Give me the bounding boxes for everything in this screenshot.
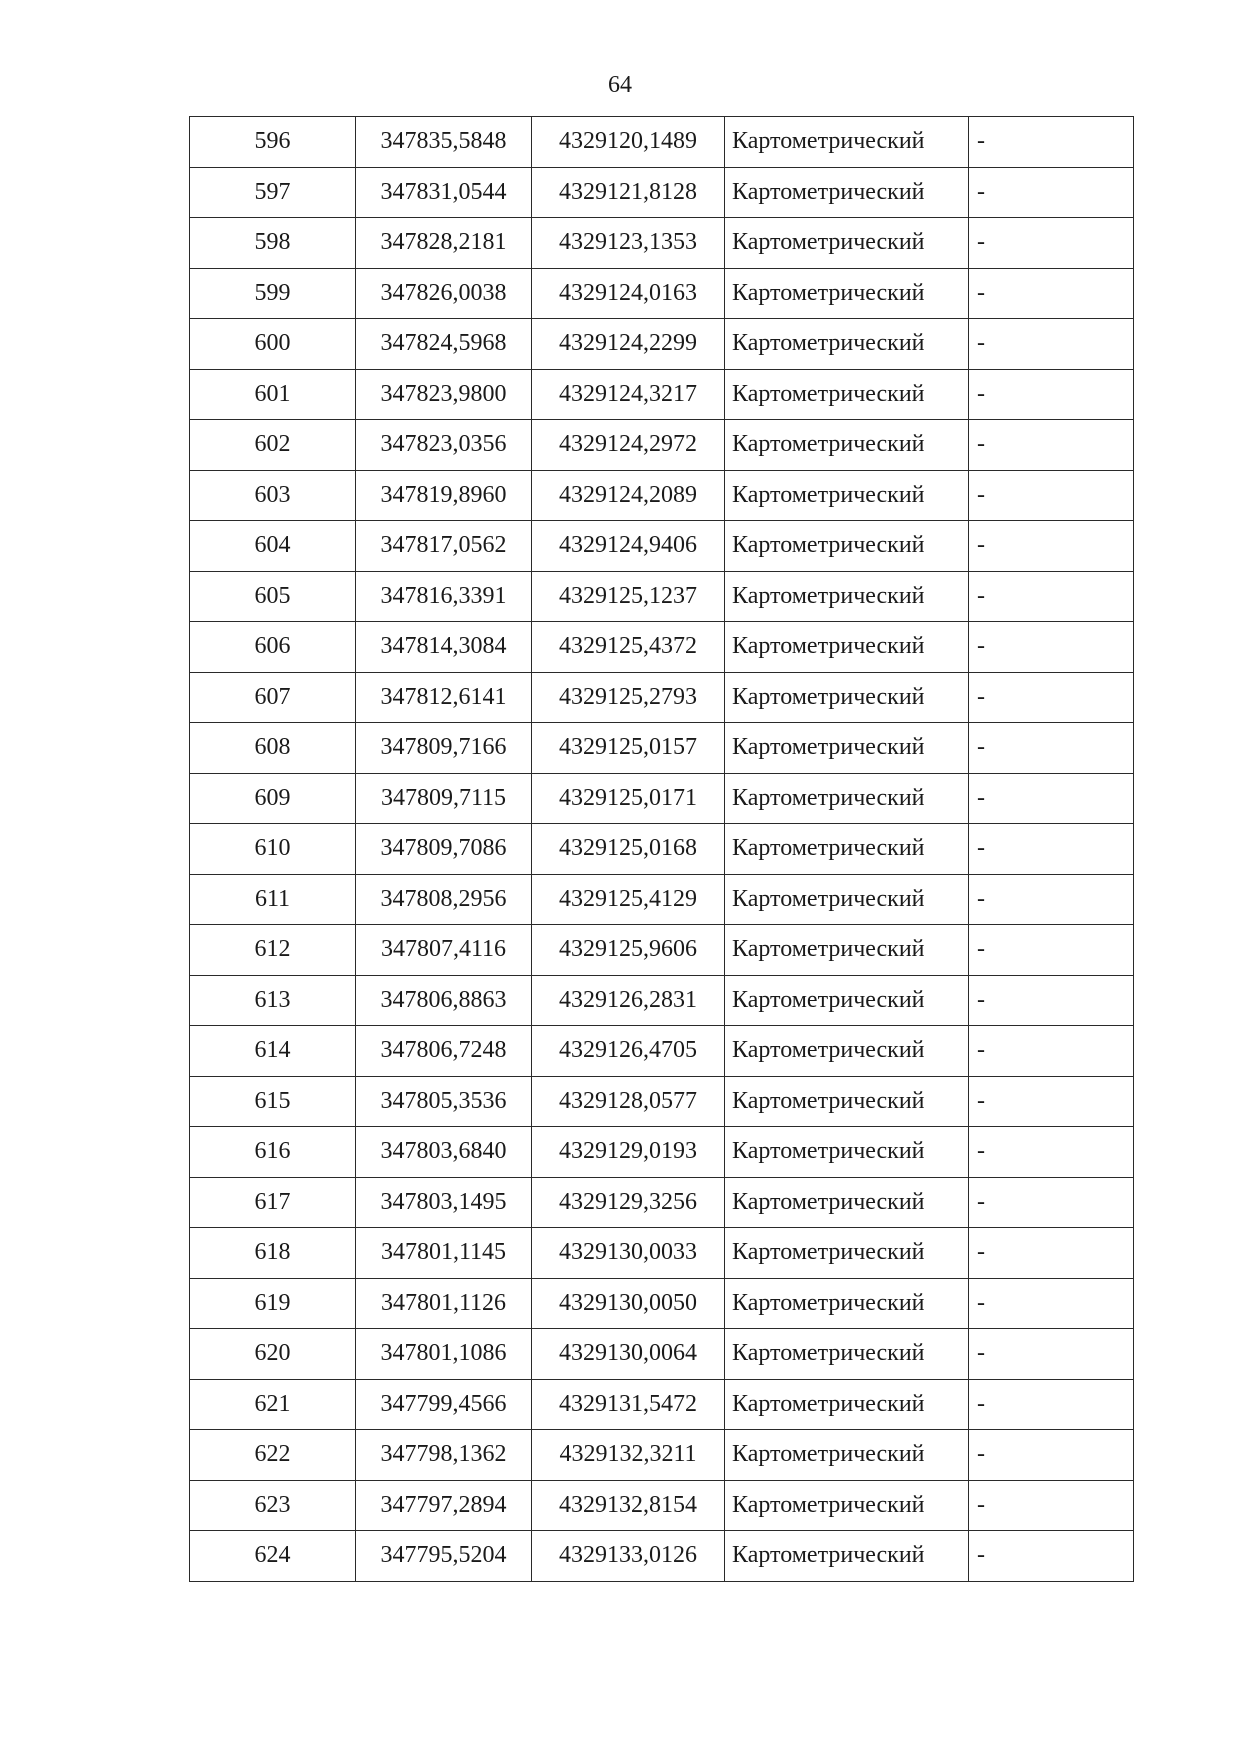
point-number-cell: 614 xyxy=(190,1026,356,1077)
note-cell: - xyxy=(969,521,1134,572)
x-coordinate-cell: 347806,8863 xyxy=(356,975,532,1026)
x-coordinate-cell: 347826,0038 xyxy=(356,268,532,319)
x-coordinate-cell: 347816,3391 xyxy=(356,571,532,622)
x-coordinate-cell: 347817,0562 xyxy=(356,521,532,572)
x-coordinate-cell: 347807,4116 xyxy=(356,925,532,976)
note-cell: - xyxy=(969,723,1134,774)
x-coordinate-cell: 347801,1086 xyxy=(356,1329,532,1380)
table-row xyxy=(190,1228,1134,1279)
method-cell: Картометрический xyxy=(725,1379,969,1430)
note-cell: - xyxy=(969,420,1134,471)
method-cell: Картометрический xyxy=(725,167,969,218)
table-row xyxy=(190,874,1134,925)
method-cell: Картометрический xyxy=(725,1278,969,1329)
x-coordinate-cell: 347797,2894 xyxy=(356,1480,532,1531)
x-coordinate-cell: 347819,8960 xyxy=(356,470,532,521)
point-number-cell: 610 xyxy=(190,824,356,875)
table-row xyxy=(190,117,1134,168)
y-coordinate-cell: 4329125,4129 xyxy=(532,874,725,925)
method-cell: Картометрический xyxy=(725,268,969,319)
x-coordinate-cell: 347808,2956 xyxy=(356,874,532,925)
x-coordinate-cell: 347828,2181 xyxy=(356,218,532,269)
x-coordinate-cell: 347831,0544 xyxy=(356,167,532,218)
note-cell: - xyxy=(969,1228,1134,1279)
y-coordinate-cell: 4329130,0033 xyxy=(532,1228,725,1279)
table-row xyxy=(190,1379,1134,1430)
method-cell: Картометрический xyxy=(725,672,969,723)
x-coordinate-cell: 347814,3084 xyxy=(356,622,532,673)
y-coordinate-cell: 4329124,2972 xyxy=(532,420,725,471)
table-row xyxy=(190,167,1134,218)
point-number-cell: 597 xyxy=(190,167,356,218)
note-cell: - xyxy=(969,1026,1134,1077)
y-coordinate-cell: 4329125,0171 xyxy=(532,773,725,824)
note-cell: - xyxy=(969,1379,1134,1430)
method-cell: Картометрический xyxy=(725,1329,969,1380)
table-body xyxy=(190,117,1134,1582)
x-coordinate-cell: 347803,1495 xyxy=(356,1177,532,1228)
table-row xyxy=(190,1329,1134,1380)
table-row xyxy=(190,521,1134,572)
point-number-cell: 611 xyxy=(190,874,356,925)
x-coordinate-cell: 347809,7166 xyxy=(356,723,532,774)
x-coordinate-cell: 347809,7115 xyxy=(356,773,532,824)
method-cell: Картометрический xyxy=(725,369,969,420)
y-coordinate-cell: 4329124,2089 xyxy=(532,470,725,521)
x-coordinate-cell: 347795,5204 xyxy=(356,1531,532,1582)
table-row xyxy=(190,925,1134,976)
method-cell: Картометрический xyxy=(725,218,969,269)
y-coordinate-cell: 4329124,9406 xyxy=(532,521,725,572)
table-row xyxy=(190,1026,1134,1077)
table-row xyxy=(190,268,1134,319)
y-coordinate-cell: 4329129,3256 xyxy=(532,1177,725,1228)
method-cell: Картометрический xyxy=(725,874,969,925)
y-coordinate-cell: 4329129,0193 xyxy=(532,1127,725,1178)
table-row xyxy=(190,571,1134,622)
table-row xyxy=(190,1531,1134,1582)
table-row xyxy=(190,319,1134,370)
method-cell: Картометрический xyxy=(725,117,969,168)
table-row xyxy=(190,369,1134,420)
table-row xyxy=(190,1278,1134,1329)
y-coordinate-cell: 4329124,0163 xyxy=(532,268,725,319)
y-coordinate-cell: 4329124,2299 xyxy=(532,319,725,370)
method-cell: Картометрический xyxy=(725,1480,969,1531)
y-coordinate-cell: 4329123,1353 xyxy=(532,218,725,269)
note-cell: - xyxy=(969,874,1134,925)
y-coordinate-cell: 4329125,1237 xyxy=(532,571,725,622)
y-coordinate-cell: 4329128,0577 xyxy=(532,1076,725,1127)
method-cell: Картометрический xyxy=(725,723,969,774)
x-coordinate-cell: 347803,6840 xyxy=(356,1127,532,1178)
y-coordinate-cell: 4329125,0157 xyxy=(532,723,725,774)
table-row xyxy=(190,622,1134,673)
note-cell: - xyxy=(969,1177,1134,1228)
method-cell: Картометрический xyxy=(725,319,969,370)
table-row xyxy=(190,672,1134,723)
method-cell: Картометрический xyxy=(725,622,969,673)
point-number-cell: 602 xyxy=(190,420,356,471)
note-cell: - xyxy=(969,117,1134,168)
point-number-cell: 620 xyxy=(190,1329,356,1380)
method-cell: Картометрический xyxy=(725,420,969,471)
table-row xyxy=(190,218,1134,269)
note-cell: - xyxy=(969,1127,1134,1178)
method-cell: Картометрический xyxy=(725,1026,969,1077)
table-row xyxy=(190,420,1134,471)
note-cell: - xyxy=(969,672,1134,723)
point-number-cell: 596 xyxy=(190,117,356,168)
y-coordinate-cell: 4329133,0126 xyxy=(532,1531,725,1582)
table-row xyxy=(190,1127,1134,1178)
y-coordinate-cell: 4329124,3217 xyxy=(532,369,725,420)
y-coordinate-cell: 4329126,2831 xyxy=(532,975,725,1026)
table-row xyxy=(190,470,1134,521)
table-row xyxy=(190,1076,1134,1127)
point-number-cell: 599 xyxy=(190,268,356,319)
method-cell: Картометрический xyxy=(725,1228,969,1279)
table-row xyxy=(190,1430,1134,1481)
method-cell: Картометрический xyxy=(725,975,969,1026)
method-cell: Картометрический xyxy=(725,521,969,572)
note-cell: - xyxy=(969,167,1134,218)
method-cell: Картометрический xyxy=(725,824,969,875)
y-coordinate-cell: 4329125,0168 xyxy=(532,824,725,875)
point-number-cell: 604 xyxy=(190,521,356,572)
point-number-cell: 624 xyxy=(190,1531,356,1582)
method-cell: Картометрический xyxy=(725,1076,969,1127)
method-cell: Картометрический xyxy=(725,1430,969,1481)
x-coordinate-cell: 347809,7086 xyxy=(356,824,532,875)
method-cell: Картометрический xyxy=(725,571,969,622)
point-number-cell: 617 xyxy=(190,1177,356,1228)
y-coordinate-cell: 4329132,8154 xyxy=(532,1480,725,1531)
y-coordinate-cell: 4329132,3211 xyxy=(532,1430,725,1481)
x-coordinate-cell: 347812,6141 xyxy=(356,672,532,723)
x-coordinate-cell: 347805,3536 xyxy=(356,1076,532,1127)
table-row xyxy=(190,1177,1134,1228)
note-cell: - xyxy=(969,1076,1134,1127)
note-cell: - xyxy=(969,218,1134,269)
note-cell: - xyxy=(969,824,1134,875)
note-cell: - xyxy=(969,1531,1134,1582)
point-number-cell: 601 xyxy=(190,369,356,420)
point-number-cell: 607 xyxy=(190,672,356,723)
point-number-cell: 623 xyxy=(190,1480,356,1531)
table-row xyxy=(190,773,1134,824)
x-coordinate-cell: 347801,1126 xyxy=(356,1278,532,1329)
x-coordinate-cell: 347824,5968 xyxy=(356,319,532,370)
point-number-cell: 616 xyxy=(190,1127,356,1178)
y-coordinate-cell: 4329130,0050 xyxy=(532,1278,725,1329)
y-coordinate-cell: 4329126,4705 xyxy=(532,1026,725,1077)
x-coordinate-cell: 347823,9800 xyxy=(356,369,532,420)
point-number-cell: 605 xyxy=(190,571,356,622)
point-number-cell: 619 xyxy=(190,1278,356,1329)
y-coordinate-cell: 4329125,4372 xyxy=(532,622,725,673)
point-number-cell: 603 xyxy=(190,470,356,521)
y-coordinate-cell: 4329131,5472 xyxy=(532,1379,725,1430)
point-number-cell: 608 xyxy=(190,723,356,774)
note-cell: - xyxy=(969,773,1134,824)
note-cell: - xyxy=(969,369,1134,420)
point-number-cell: 600 xyxy=(190,319,356,370)
y-coordinate-cell: 4329125,9606 xyxy=(532,925,725,976)
point-number-cell: 615 xyxy=(190,1076,356,1127)
x-coordinate-cell: 347823,0356 xyxy=(356,420,532,471)
y-coordinate-cell: 4329120,1489 xyxy=(532,117,725,168)
point-number-cell: 609 xyxy=(190,773,356,824)
method-cell: Картометрический xyxy=(725,1177,969,1228)
note-cell: - xyxy=(969,470,1134,521)
note-cell: - xyxy=(969,1430,1134,1481)
point-number-cell: 606 xyxy=(190,622,356,673)
note-cell: - xyxy=(969,1329,1134,1380)
page-number: 64 xyxy=(608,72,632,98)
method-cell: Картометрический xyxy=(725,1531,969,1582)
x-coordinate-cell: 347798,1362 xyxy=(356,1430,532,1481)
note-cell: - xyxy=(969,268,1134,319)
point-number-cell: 621 xyxy=(190,1379,356,1430)
note-cell: - xyxy=(969,1480,1134,1531)
note-cell: - xyxy=(969,925,1134,976)
x-coordinate-cell: 347799,4566 xyxy=(356,1379,532,1430)
note-cell: - xyxy=(969,622,1134,673)
method-cell: Картометрический xyxy=(725,1127,969,1178)
point-number-cell: 598 xyxy=(190,218,356,269)
table-row xyxy=(190,1480,1134,1531)
x-coordinate-cell: 347835,5848 xyxy=(356,117,532,168)
point-number-cell: 613 xyxy=(190,975,356,1026)
point-number-cell: 612 xyxy=(190,925,356,976)
x-coordinate-cell: 347801,1145 xyxy=(356,1228,532,1279)
table-row xyxy=(190,723,1134,774)
y-coordinate-cell: 4329125,2793 xyxy=(532,672,725,723)
note-cell: - xyxy=(969,1278,1134,1329)
table-row xyxy=(190,975,1134,1026)
x-coordinate-cell: 347806,7248 xyxy=(356,1026,532,1077)
note-cell: - xyxy=(969,571,1134,622)
point-number-cell: 618 xyxy=(190,1228,356,1279)
y-coordinate-cell: 4329130,0064 xyxy=(532,1329,725,1380)
method-cell: Картометрический xyxy=(725,773,969,824)
method-cell: Картометрический xyxy=(725,470,969,521)
point-number-cell: 622 xyxy=(190,1430,356,1481)
note-cell: - xyxy=(969,319,1134,370)
coordinates-table xyxy=(189,116,1134,1582)
note-cell: - xyxy=(969,975,1134,1026)
method-cell: Картометрический xyxy=(725,925,969,976)
y-coordinate-cell: 4329121,8128 xyxy=(532,167,725,218)
table-row xyxy=(190,824,1134,875)
